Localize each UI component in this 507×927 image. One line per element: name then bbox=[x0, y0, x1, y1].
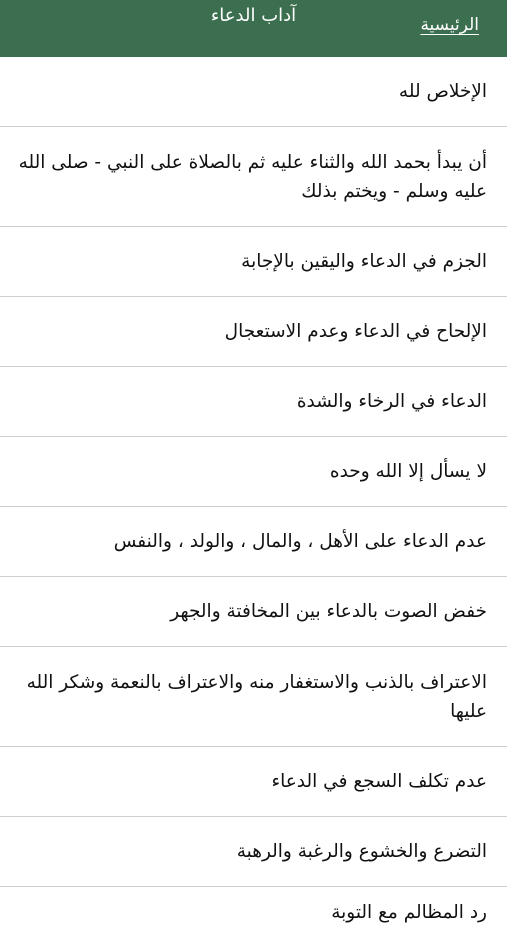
list-item-label: الإلحاح في الدعاء وعدم الاستعجال bbox=[224, 321, 487, 342]
list-item[interactable] bbox=[0, 127, 507, 227]
list-item-label: لا يسأل إلا الله وحده bbox=[329, 461, 487, 482]
list-item-label: رد المظالم مع التوبة bbox=[331, 902, 487, 923]
page-title: آداب الدعاء bbox=[210, 5, 297, 26]
list-item[interactable] bbox=[0, 437, 507, 507]
adab-list[interactable] bbox=[0, 57, 507, 923]
list-item-label: عدم تكلف السجع في الدعاء bbox=[271, 771, 487, 792]
list-item[interactable] bbox=[0, 647, 507, 747]
list-item[interactable] bbox=[0, 887, 507, 927]
list-item-label: الدعاء في الرخاء والشدة bbox=[296, 391, 487, 412]
list-item-label: خفض الصوت بالدعاء بين المخافتة والجهر bbox=[170, 601, 487, 622]
list-item[interactable] bbox=[0, 577, 507, 647]
list-item[interactable] bbox=[0, 297, 507, 367]
list-item[interactable] bbox=[0, 227, 507, 297]
list-item-label: عدم الدعاء على الأهل ، والمال ، والولد ، والنفس bbox=[113, 531, 487, 552]
list-item-label: التضرع والخشوع والرغبة والرهبة bbox=[236, 841, 487, 862]
home-back-button[interactable]: الرئيسية bbox=[420, 15, 479, 35]
list-item-label: الإخلاص لله bbox=[398, 81, 487, 102]
list-item[interactable] bbox=[0, 507, 507, 577]
list-item[interactable] bbox=[0, 747, 507, 817]
list-item-label: أن يبدأ بحمد الله والثناء عليه ثم بالصلاة على النبي - صلى الله عليه وسلم - ويختم بذلك bbox=[18, 151, 487, 202]
list-item[interactable] bbox=[0, 367, 507, 437]
list-item[interactable] bbox=[0, 57, 507, 127]
navigation-bar bbox=[0, 0, 507, 57]
list-item[interactable] bbox=[0, 817, 507, 887]
list-item-label: الجزم في الدعاء واليقين بالإجابة bbox=[241, 251, 487, 272]
list-item-label: الاعتراف بالذنب والاستغفار منه والاعتراف بالنعمة وشكر الله عليها bbox=[26, 671, 487, 722]
